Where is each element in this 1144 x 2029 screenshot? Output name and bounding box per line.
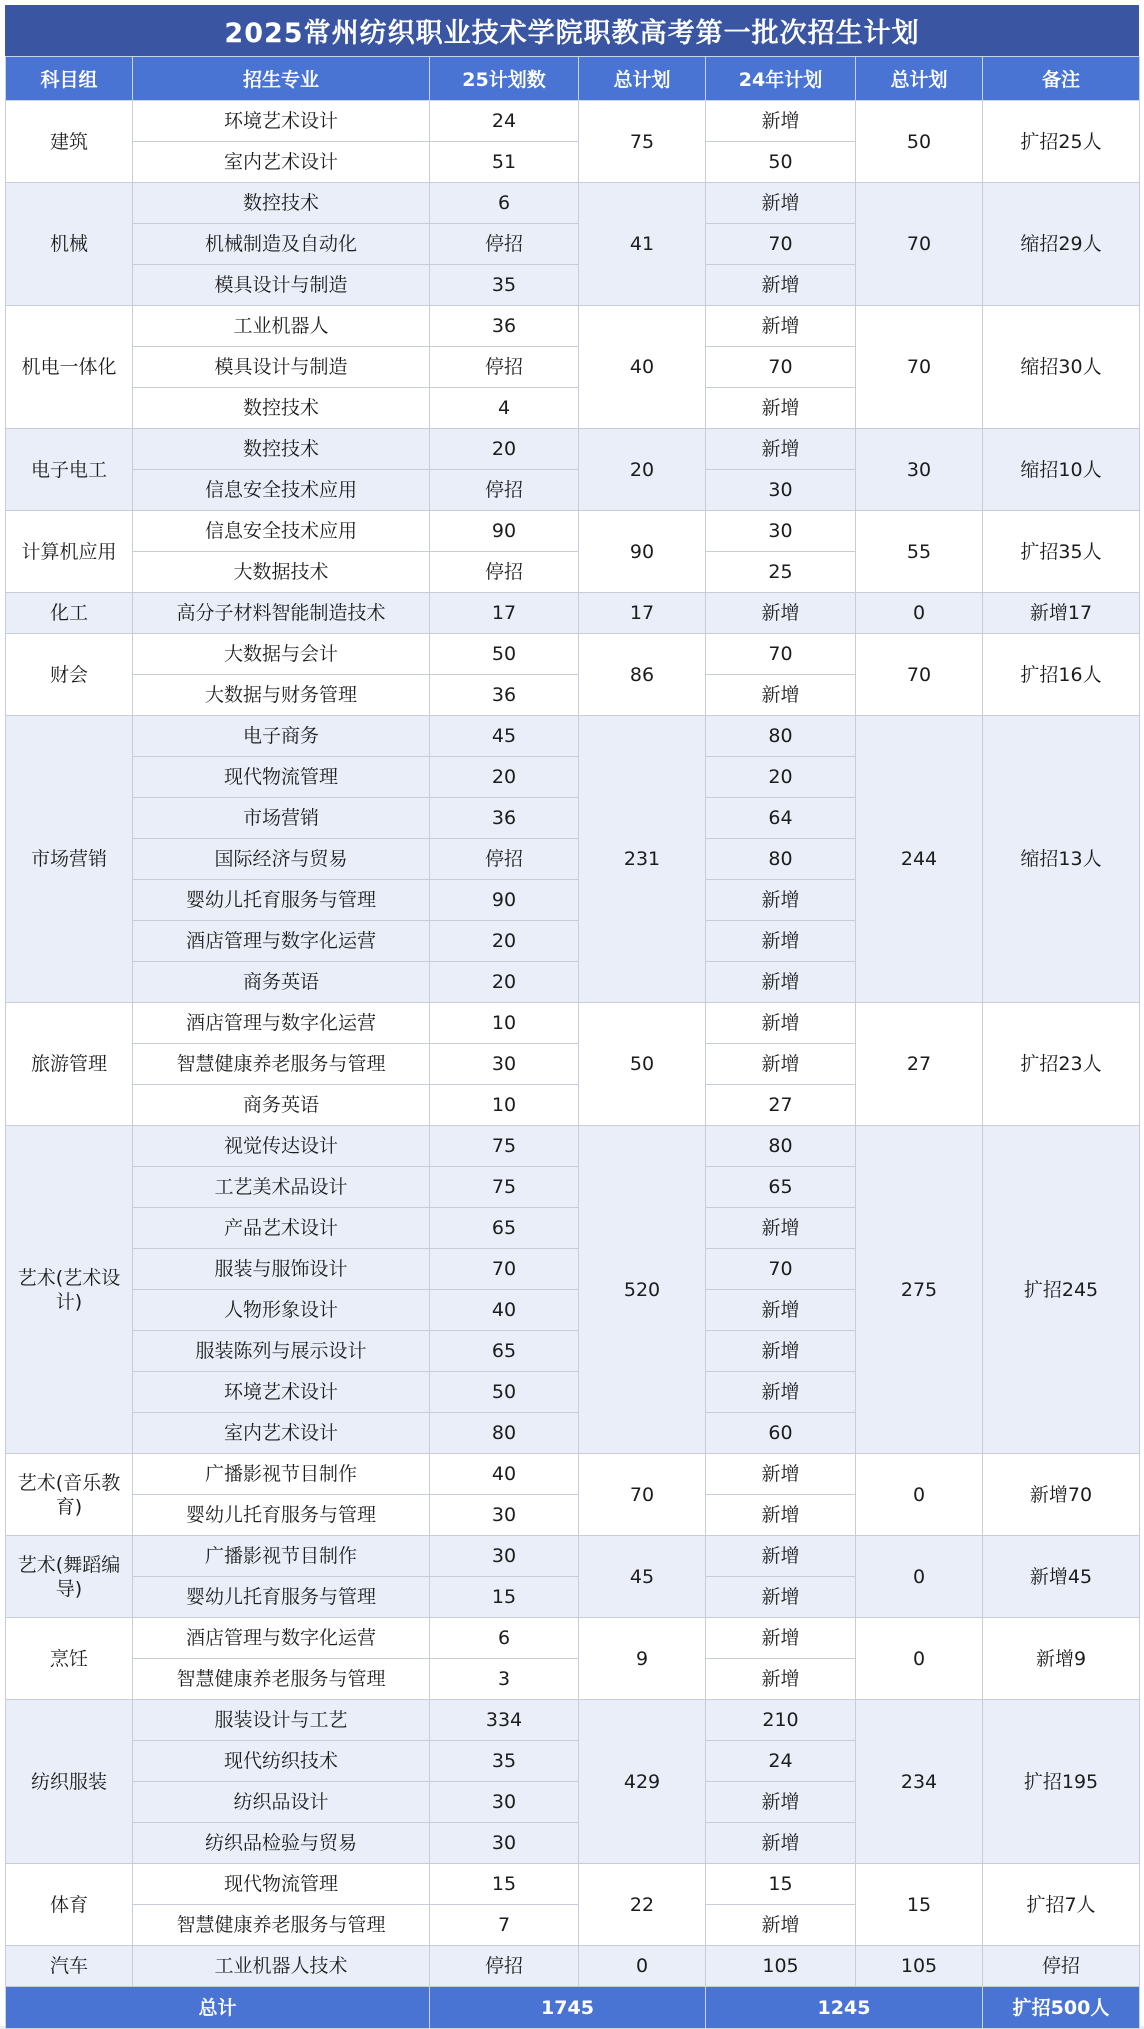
major-cell: 数控技术	[133, 183, 430, 224]
header-major: 招生专业	[133, 57, 430, 101]
plan-25-cell: 50	[430, 1372, 579, 1413]
plan-24-cell: 210	[706, 1700, 856, 1741]
plan-25-cell: 20	[430, 921, 579, 962]
header-plan-25: 25计划数	[430, 57, 579, 101]
plan-25-cell: 90	[430, 511, 579, 552]
plan-24-cell: 65	[706, 1167, 856, 1208]
note-cell: 扩招16人	[983, 634, 1140, 716]
plan-24-cell: 24	[706, 1741, 856, 1782]
plan-25-cell: 7	[430, 1905, 579, 1946]
plan-25-cell: 51	[430, 142, 579, 183]
total-25-cell: 231	[579, 716, 706, 1003]
total-24-cell: 70	[856, 306, 983, 429]
table-row	[6, 101, 1140, 142]
plan-24-cell: 新增	[706, 1331, 856, 1372]
major-cell: 工艺美术品设计	[133, 1167, 430, 1208]
total-25-cell: 40	[579, 306, 706, 429]
subject-group-cell: 体育	[6, 1864, 133, 1946]
plan-24-cell: 20	[706, 757, 856, 798]
plan-25-cell: 20	[430, 757, 579, 798]
plan-24-cell: 70	[706, 347, 856, 388]
note-cell: 新增17	[983, 593, 1140, 634]
note-cell: 扩招35人	[983, 511, 1140, 593]
major-cell: 电子商务	[133, 716, 430, 757]
major-cell: 婴幼儿托育服务与管理	[133, 880, 430, 921]
enrollment-table	[5, 56, 1140, 2029]
total-24-cell: 275	[856, 1126, 983, 1454]
plan-24-cell: 64	[706, 798, 856, 839]
plan-24-cell: 新增	[706, 1208, 856, 1249]
major-cell: 信息安全技术应用	[133, 511, 430, 552]
plan-25-cell: 80	[430, 1413, 579, 1454]
total-25-cell: 70	[579, 1454, 706, 1536]
major-cell: 室内艺术设计	[133, 1413, 430, 1454]
plan-24-cell: 新增	[706, 1372, 856, 1413]
subject-group-cell: 机械	[6, 183, 133, 306]
plan-24-cell: 70	[706, 634, 856, 675]
table-row	[6, 1003, 1140, 1044]
note-cell: 停招	[983, 1946, 1140, 1987]
major-cell: 酒店管理与数字化运营	[133, 1618, 430, 1659]
plan-24-cell: 15	[706, 1864, 856, 1905]
total-25-cell: 9	[579, 1618, 706, 1700]
total-24-cell: 50	[856, 101, 983, 183]
major-cell: 现代物流管理	[133, 1864, 430, 1905]
plan-25-cell: 20	[430, 429, 579, 470]
plan-25-cell: 35	[430, 1741, 579, 1782]
table-body	[6, 101, 1140, 1987]
note-cell: 新增70	[983, 1454, 1140, 1536]
plan-25-cell: 75	[430, 1126, 579, 1167]
subject-group-cell: 艺术(艺术设计)	[6, 1126, 133, 1454]
major-cell: 机械制造及自动化	[133, 224, 430, 265]
subject-group-cell: 烹饪	[6, 1618, 133, 1700]
header-subject-group: 科目组	[6, 57, 133, 101]
plan-24-cell: 105	[706, 1946, 856, 1987]
table-row	[6, 1700, 1140, 1741]
plan-25-cell: 40	[430, 1454, 579, 1495]
total-24-cell: 0	[856, 593, 983, 634]
table-row	[6, 716, 1140, 757]
total-25-cell: 22	[579, 1864, 706, 1946]
plan-25-cell: 30	[430, 1536, 579, 1577]
plan-24-cell: 80	[706, 716, 856, 757]
total-24-cell: 15	[856, 1864, 983, 1946]
major-cell: 酒店管理与数字化运营	[133, 921, 430, 962]
table-row	[6, 511, 1140, 552]
note-cell: 缩招10人	[983, 429, 1140, 511]
plan-25-cell: 36	[430, 306, 579, 347]
plan-25-cell: 停招	[430, 1946, 579, 1987]
plan-24-cell: 新增	[706, 1577, 856, 1618]
plan-25-cell: 10	[430, 1085, 579, 1126]
plan-24-cell: 新增	[706, 306, 856, 347]
plan-24-cell: 新增	[706, 593, 856, 634]
plan-24-cell: 新增	[706, 1823, 856, 1864]
plan-24-cell: 新增	[706, 388, 856, 429]
major-cell: 商务英语	[133, 1085, 430, 1126]
plan-25-cell: 24	[430, 101, 579, 142]
plan-24-cell: 新增	[706, 101, 856, 142]
plan-25-cell: 停招	[430, 552, 579, 593]
major-cell: 智慧健康养老服务与管理	[133, 1905, 430, 1946]
plan-25-cell: 20	[430, 962, 579, 1003]
plan-24-cell: 80	[706, 839, 856, 880]
major-cell: 智慧健康养老服务与管理	[133, 1044, 430, 1085]
subject-group-cell: 艺术(舞蹈编导)	[6, 1536, 133, 1618]
total-plan-25: 1745	[430, 1987, 706, 2029]
plan-24-cell: 新增	[706, 1495, 856, 1536]
plan-25-cell: 30	[430, 1495, 579, 1536]
note-cell: 扩招195	[983, 1700, 1140, 1864]
major-cell: 室内艺术设计	[133, 142, 430, 183]
plan-25-cell: 50	[430, 634, 579, 675]
major-cell: 广播影视节目制作	[133, 1454, 430, 1495]
subject-group-cell: 机电一体化	[6, 306, 133, 429]
total-25-cell: 50	[579, 1003, 706, 1126]
plan-25-cell: 30	[430, 1044, 579, 1085]
major-cell: 服装与服饰设计	[133, 1249, 430, 1290]
major-cell: 大数据技术	[133, 552, 430, 593]
note-cell: 缩招13人	[983, 716, 1140, 1003]
plan-24-cell: 新增	[706, 1618, 856, 1659]
total-25-cell: 45	[579, 1536, 706, 1618]
plan-24-cell: 50	[706, 142, 856, 183]
table-row	[6, 429, 1140, 470]
major-cell: 产品艺术设计	[133, 1208, 430, 1249]
table-row	[6, 1536, 1140, 1577]
total-25-cell: 86	[579, 634, 706, 716]
plan-25-cell: 15	[430, 1577, 579, 1618]
total-25-cell: 41	[579, 183, 706, 306]
plan-25-cell: 15	[430, 1864, 579, 1905]
header-plan-24: 24年计划	[706, 57, 856, 101]
major-cell: 纺织品设计	[133, 1782, 430, 1823]
plan-25-cell: 36	[430, 675, 579, 716]
major-cell: 国际经济与贸易	[133, 839, 430, 880]
table-row	[6, 1126, 1140, 1167]
plan-24-cell: 25	[706, 552, 856, 593]
major-cell: 工业机器人技术	[133, 1946, 430, 1987]
plan-24-cell: 新增	[706, 265, 856, 306]
plan-24-cell: 新增	[706, 1290, 856, 1331]
major-cell: 现代纺织技术	[133, 1741, 430, 1782]
plan-25-cell: 65	[430, 1331, 579, 1372]
note-cell: 缩招29人	[983, 183, 1140, 306]
major-cell: 人物形象设计	[133, 1290, 430, 1331]
note-cell: 新增45	[983, 1536, 1140, 1618]
total-24-cell: 234	[856, 1700, 983, 1864]
major-cell: 数控技术	[133, 429, 430, 470]
table-row	[6, 1946, 1140, 1987]
note-cell: 缩招30人	[983, 306, 1140, 429]
note-cell: 扩招23人	[983, 1003, 1140, 1126]
note-cell: 扩招7人	[983, 1864, 1140, 1946]
note-cell: 扩招25人	[983, 101, 1140, 183]
major-cell: 工业机器人	[133, 306, 430, 347]
total-24-cell: 0	[856, 1454, 983, 1536]
plan-24-cell: 新增	[706, 1536, 856, 1577]
major-cell: 视觉传达设计	[133, 1126, 430, 1167]
subject-group-cell: 汽车	[6, 1946, 133, 1987]
plan-25-cell: 65	[430, 1208, 579, 1249]
plan-24-cell: 60	[706, 1413, 856, 1454]
total-25-cell: 429	[579, 1700, 706, 1864]
subject-group-cell: 计算机应用	[6, 511, 133, 593]
major-cell: 大数据与会计	[133, 634, 430, 675]
plan-25-cell: 45	[430, 716, 579, 757]
major-cell: 智慧健康养老服务与管理	[133, 1659, 430, 1700]
total-24-cell: 30	[856, 429, 983, 511]
plan-25-cell: 36	[430, 798, 579, 839]
note-cell: 扩招245	[983, 1126, 1140, 1454]
plan-25-cell: 6	[430, 1618, 579, 1659]
plan-24-cell: 新增	[706, 962, 856, 1003]
major-cell: 服装陈列与展示设计	[133, 1331, 430, 1372]
plan-24-cell: 新增	[706, 1905, 856, 1946]
plan-24-cell: 新增	[706, 880, 856, 921]
plan-24-cell: 新增	[706, 1454, 856, 1495]
major-cell: 环境艺术设计	[133, 1372, 430, 1413]
total-24-cell: 27	[856, 1003, 983, 1126]
plan-25-cell: 停招	[430, 224, 579, 265]
table-row	[6, 593, 1140, 634]
major-cell: 婴幼儿托育服务与管理	[133, 1495, 430, 1536]
total-24-cell: 244	[856, 716, 983, 1003]
plan-24-cell: 新增	[706, 1782, 856, 1823]
plan-25-cell: 30	[430, 1782, 579, 1823]
total-24-cell: 0	[856, 1536, 983, 1618]
sheet-title: 2025常州纺织职业技术学院职教高考第一批次招生计划	[5, 5, 1139, 56]
plan-24-cell: 70	[706, 224, 856, 265]
plan-25-cell: 75	[430, 1167, 579, 1208]
total-label: 总计	[6, 1987, 430, 2029]
major-cell: 纺织品检验与贸易	[133, 1823, 430, 1864]
major-cell: 模具设计与制造	[133, 347, 430, 388]
major-cell: 酒店管理与数字化运营	[133, 1003, 430, 1044]
major-cell: 大数据与财务管理	[133, 675, 430, 716]
major-cell: 商务英语	[133, 962, 430, 1003]
major-cell: 广播影视节目制作	[133, 1536, 430, 1577]
total-plan-24: 1245	[706, 1987, 983, 2029]
plan-25-cell: 40	[430, 1290, 579, 1331]
plan-24-cell: 30	[706, 511, 856, 552]
plan-24-cell: 70	[706, 1249, 856, 1290]
major-cell: 信息安全技术应用	[133, 470, 430, 511]
major-cell: 现代物流管理	[133, 757, 430, 798]
table-row	[6, 1864, 1140, 1905]
plan-24-cell: 80	[706, 1126, 856, 1167]
total-25-cell: 90	[579, 511, 706, 593]
plan-24-cell: 新增	[706, 183, 856, 224]
plan-25-cell: 30	[430, 1823, 579, 1864]
major-cell: 婴幼儿托育服务与管理	[133, 1577, 430, 1618]
plan-25-cell: 6	[430, 183, 579, 224]
total-25-cell: 520	[579, 1126, 706, 1454]
table-row	[6, 634, 1140, 675]
plan-24-cell: 30	[706, 470, 856, 511]
plan-24-cell: 新增	[706, 1044, 856, 1085]
note-cell: 新增9	[983, 1618, 1140, 1700]
header-note: 备注	[983, 57, 1140, 101]
total-25-cell: 17	[579, 593, 706, 634]
total-24-cell: 70	[856, 183, 983, 306]
table-row	[6, 183, 1140, 224]
plan-25-cell: 停招	[430, 347, 579, 388]
plan-25-cell: 35	[430, 265, 579, 306]
plan-24-cell: 新增	[706, 675, 856, 716]
subject-group-cell: 化工	[6, 593, 133, 634]
subject-group-cell: 艺术(音乐教育)	[6, 1454, 133, 1536]
total-24-cell: 70	[856, 634, 983, 716]
major-cell: 环境艺术设计	[133, 101, 430, 142]
plan-24-cell: 新增	[706, 921, 856, 962]
total-24-cell: 105	[856, 1946, 983, 1987]
subject-group-cell: 旅游管理	[6, 1003, 133, 1126]
plan-25-cell: 停招	[430, 470, 579, 511]
major-cell: 数控技术	[133, 388, 430, 429]
plan-25-cell: 4	[430, 388, 579, 429]
subject-group-cell: 建筑	[6, 101, 133, 183]
total-row	[6, 1987, 1140, 2029]
total-25-cell: 0	[579, 1946, 706, 1987]
plan-24-cell: 新增	[706, 1003, 856, 1044]
plan-25-cell: 停招	[430, 839, 579, 880]
total-note: 扩招500人	[983, 1987, 1140, 2029]
table-row	[6, 1454, 1140, 1495]
plan-25-cell: 10	[430, 1003, 579, 1044]
total-24-cell: 55	[856, 511, 983, 593]
subject-group-cell: 财会	[6, 634, 133, 716]
subject-group-cell: 纺织服装	[6, 1700, 133, 1864]
plan-25-cell: 334	[430, 1700, 579, 1741]
total-25-cell: 20	[579, 429, 706, 511]
total-25-cell: 75	[579, 101, 706, 183]
plan-25-cell: 70	[430, 1249, 579, 1290]
table-row	[6, 1618, 1140, 1659]
subject-group-cell: 市场营销	[6, 716, 133, 1003]
header-total-24: 总计划	[856, 57, 983, 101]
table-row	[6, 306, 1140, 347]
header-total-25: 总计划	[579, 57, 706, 101]
major-cell: 服装设计与工艺	[133, 1700, 430, 1741]
subject-group-cell: 电子电工	[6, 429, 133, 511]
plan-24-cell: 27	[706, 1085, 856, 1126]
plan-24-cell: 新增	[706, 1659, 856, 1700]
plan-25-cell: 90	[430, 880, 579, 921]
plan-25-cell: 3	[430, 1659, 579, 1700]
plan-25-cell: 17	[430, 593, 579, 634]
header-row	[6, 57, 1140, 101]
major-cell: 市场营销	[133, 798, 430, 839]
total-24-cell: 0	[856, 1618, 983, 1700]
major-cell: 模具设计与制造	[133, 265, 430, 306]
plan-24-cell: 新增	[706, 429, 856, 470]
major-cell: 高分子材料智能制造技术	[133, 593, 430, 634]
